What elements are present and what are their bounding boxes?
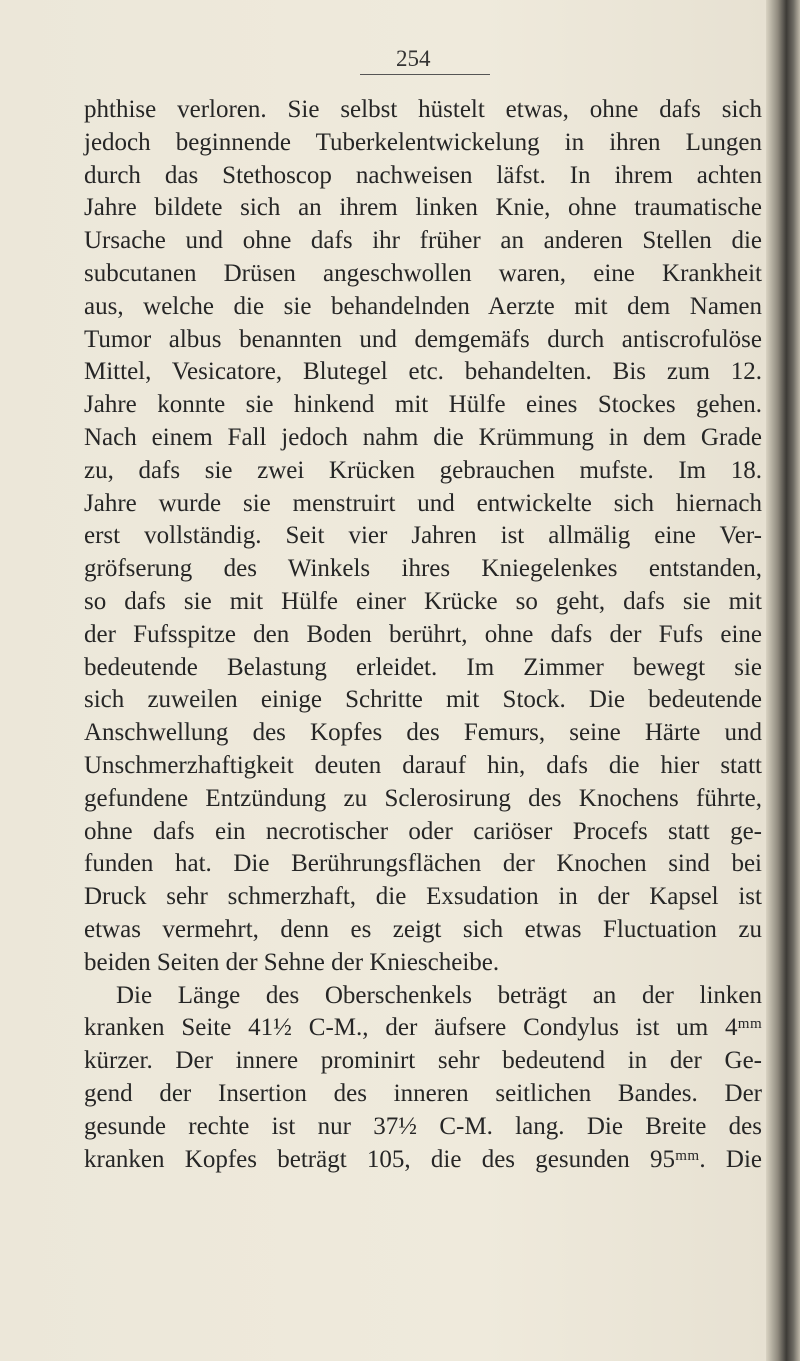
text-line: gesunde rechte ist nur 37½ C-M. lang. Die Breite des <box>84 1112 762 1140</box>
text-line: kranken Kopfes beträgt 105, die des gesunden 95ᵐᵐ. Die <box>84 1145 762 1173</box>
text-line: sich zuweilen einige Schritte mit Stock. Die bedeutende <box>84 686 762 714</box>
text-line: Druck sehr schmerzhaft, die Exsudation in der Kapsel ist <box>84 883 762 911</box>
paragraph-1 <box>84 94 762 980</box>
text-line: aus, welche die sie behandelnden Aerzte mit dem Namen <box>84 292 762 320</box>
text-line: zu, dafs sie zwei Krücken gebrauchen mufste. Im 18. <box>84 456 762 484</box>
book-binding-edge <box>766 0 800 1361</box>
text-line: Jahre wurde sie menstruirt und entwickelte sich hiernach <box>84 489 762 517</box>
text-line: phthise verloren. Sie selbst hüstelt etwas, ohne dafs sich <box>84 96 762 123</box>
paragraph-2 <box>84 980 762 1177</box>
body-text <box>84 94 762 1176</box>
page-number: 254 <box>360 44 490 75</box>
text-line: Jahre bildete sich an ihrem linken Knie, ohne traumatische <box>84 194 762 222</box>
text-line: beiden Seiten der Sehne der Kniescheibe. <box>84 948 500 976</box>
text-line: jedoch beginnende Tuberkelentwickelung in ihren Lungen <box>84 128 762 156</box>
text-line: bedeutende Belastung erleidet. Im Zimmer bewegt sie <box>84 653 762 681</box>
text-line: Nach einem Fall jedoch nahm die Krümmung in dem Grade <box>84 423 762 451</box>
text-line: Anschwellung des Kopfes des Femurs, seine Härte und <box>84 719 762 747</box>
text-line: Jahre konnte sie hinkend mit Hülfe eines Stockes gehen. <box>84 391 762 419</box>
text-line: gefundene Entzündung zu Sclerosirung des Knochens führte, <box>84 784 762 812</box>
text-line: etwas vermehrt, denn es zeigt sich etwas Fluctuation zu <box>84 915 762 943</box>
text-line: so dafs sie mit Hülfe einer Krücke so geht, dafs sie mit <box>84 587 762 615</box>
text-line: kranken Seite 41½ C-M., der äufsere Condylus ist um 4ᵐᵐ <box>84 1014 762 1042</box>
text-line: erst vollständig. Seit vier Jahren ist allmälig eine Ver- <box>84 522 762 550</box>
text-line: der Fufsspitze den Boden berührt, ohne dafs der Fufs eine <box>84 620 762 648</box>
text-line: Die Länge des Oberschenkels beträgt an der linken <box>116 981 762 1009</box>
text-line: kürzer. Der innere prominirt sehr bedeutend in der Ge- <box>84 1047 762 1075</box>
text-line: gend der Insertion des inneren seitlichen Bandes. Der <box>84 1079 762 1107</box>
text-line: durch das Stethoscop nachweisen läfst. In ihrem achten <box>84 161 762 189</box>
text-line: Mittel, Vesicatore, Blutegel etc. behandelten. Bis zum 12. <box>84 358 762 386</box>
text-line: gröfserung des Winkels ihres Kniegelenkes entstanden, <box>84 555 762 583</box>
text-line: Unschmerzhaftigkeit deuten darauf hin, dafs die hier statt <box>84 751 762 779</box>
text-line: Ursache und ohne dafs ihr früher an anderen Stellen die <box>84 227 762 255</box>
text-line: funden hat. Die Berührungsflächen der Knochen sind bei <box>84 850 762 878</box>
text-line: ohne dafs ein necrotischer oder cariöser Procefs statt ge- <box>84 817 762 845</box>
text-line: subcutanen Drüsen angeschwollen waren, eine Krankheit <box>84 259 762 287</box>
text-line: Tumor albus benannten und demgemäfs durch antiscrofulöse <box>84 325 762 353</box>
